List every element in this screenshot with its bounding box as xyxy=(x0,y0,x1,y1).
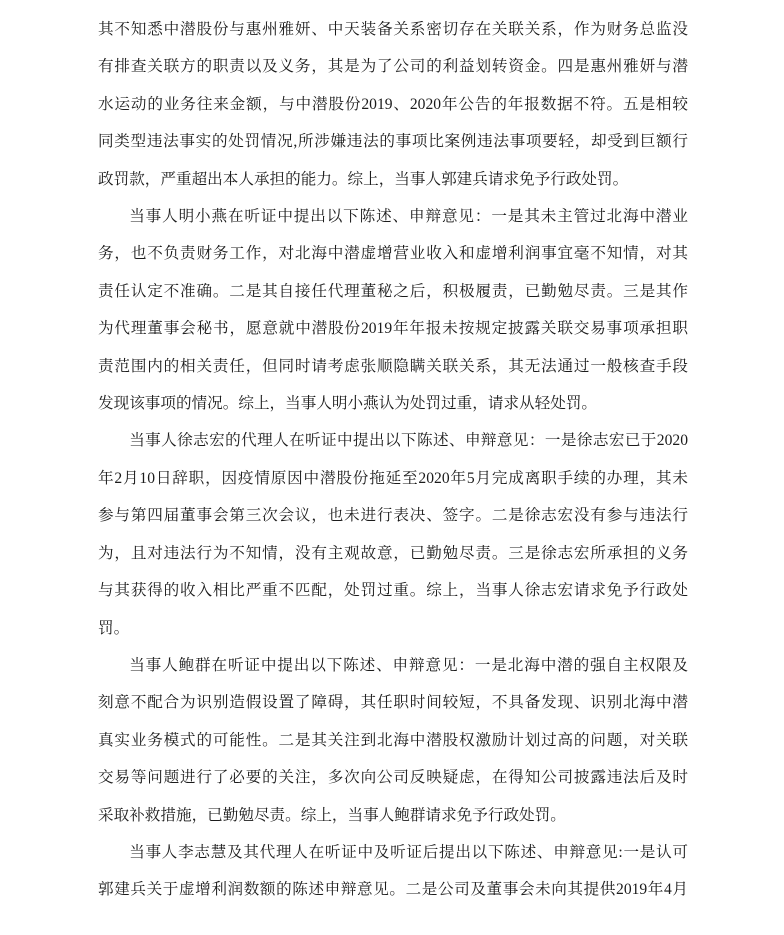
text-line: 责范围内的相关责任，但同时请考虑张顺隐瞒关联关系，其无法通过一般核查手段 xyxy=(98,357,688,375)
paragraph-guo-jianbing-continuation xyxy=(98,11,688,198)
paragraph-bao-qun xyxy=(98,647,688,834)
text-line: 与其获得的收入相比严重不匹配，处罚过重。综上，当事人徐志宏请求免予行政处 xyxy=(98,582,688,600)
text-line: 交易等问题进行了必要的关注，多次向公司反映疑虑，在得知公司披露违法后及时 xyxy=(98,769,688,787)
text-line: 务，也不负责财务工作，对北海中潜虚增营业收入和虚增利润事宜毫不知情，对其 xyxy=(98,245,688,263)
text-line: 采取补救措施，已勤勉尽责。综上，当事人鲍群请求免予行政处罚。 xyxy=(98,806,566,824)
text-line: 郭建兵关于虚增利润数额的陈述申辩意见。二是公司及董事会未向其提供2019年4月 xyxy=(98,881,688,899)
text-line: 罚。 xyxy=(98,619,130,637)
document-text xyxy=(98,11,688,909)
text-line: 刻意不配合为识别造假设置了障碍，其任职时间较短，不具备发现、识别北海中潜 xyxy=(98,694,688,712)
text-line: 当事人明小燕在听证中提出以下陈述、申辩意见：一是其未主管过北海中潜业 xyxy=(129,208,688,226)
text-line: 同类型违法事实的处罚情况,所涉嫌违法的事项比案例违法事项要轻，却受到巨额行 xyxy=(98,133,688,151)
text-line: 责任认定不准确。二是其自接任代理董秘之后，积极履责，已勤勉尽责。三是其作 xyxy=(98,282,688,300)
text-line: 当事人鲍群在听证中提出以下陈述、申辩意见：一是北海中潜的强自主权限及 xyxy=(129,656,688,674)
paragraph-ming-xiaoyan xyxy=(98,198,688,422)
text-line: 为代理董事会秘书，愿意就中潜股份2019年年报未按规定披露关联交易事项承担职 xyxy=(98,320,688,338)
paragraph-xu-zhihong xyxy=(98,422,688,646)
text-line: 为，且对违法行为不知情，没有主观故意，已勤勉尽责。三是徐志宏所承担的义务 xyxy=(98,544,688,562)
text-line: 有排查关联方的职责以及义务，其是为了公司的利益划转资金。四是惠州雅妍与潜 xyxy=(98,58,688,76)
text-line: 其不知悉中潜股份与惠州雅妍、中天装备关系密切存在关联关系，作为财务总监没 xyxy=(98,21,688,38)
text-line: 参与第四届董事会第三次会议，也未进行表决、签字。二是徐志宏没有参与违法行 xyxy=(98,507,688,525)
paragraph-li-zhihui xyxy=(98,834,688,909)
text-line: 当事人徐志宏的代理人在听证中提出以下陈述、申辩意见：一是徐志宏已于2020 xyxy=(129,432,688,450)
text-line: 年2月10日辞职，因疫情原因中潜股份拖延至2020年5月完成离职手续的办理，其未 xyxy=(98,469,688,487)
text-line: 发现该事项的情况。综上，当事人明小燕认为处罚过重，请求从轻处罚。 xyxy=(98,395,598,413)
text-line: 政罚款，严重超出本人承担的能力。综上，当事人郭建兵请求免予行政处罚。 xyxy=(98,170,629,188)
text-line: 水运动的业务往来金额，与中潜股份2019、2020年公告的年报数据不符。五是相较 xyxy=(98,95,688,113)
text-line: 当事人李志慧及其代理人在听证中及听证后提出以下陈述、申辩意见:一是认可 xyxy=(129,843,688,861)
text-line: 真实业务模式的可能性。二是其关注到北海中潜股权激励计划过高的问题，对关联 xyxy=(98,731,688,749)
